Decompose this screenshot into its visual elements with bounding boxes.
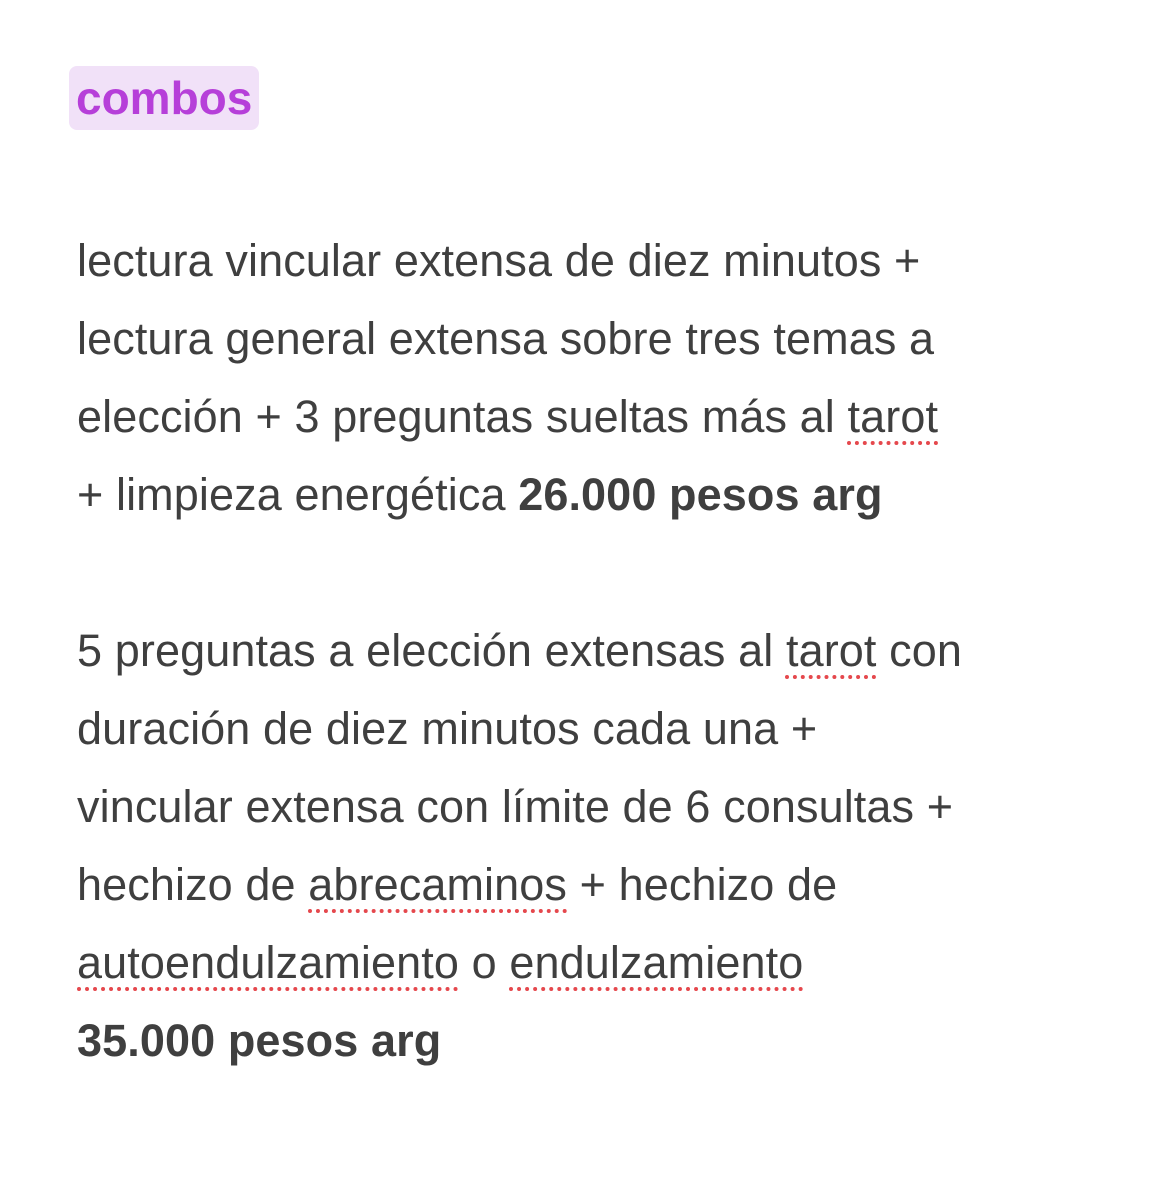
text-line xyxy=(77,378,1137,456)
text-segment: + hechizo de xyxy=(567,859,838,910)
text-line xyxy=(77,846,1137,924)
text-segment: + limpieza energética xyxy=(77,469,519,520)
combo-2-paragraph[interactable] xyxy=(77,612,1137,1080)
text-segment: elección + 3 preguntas sueltas más al xyxy=(77,391,848,442)
text-line xyxy=(77,612,1137,690)
text-line xyxy=(77,456,1137,534)
misspelled-word[interactable]: autoendulzamiento xyxy=(77,937,459,988)
misspelled-word[interactable]: endulzamiento xyxy=(509,937,804,988)
misspelled-word[interactable]: tarot xyxy=(785,625,877,676)
text-segment: 5 preguntas a elección extensas al xyxy=(77,625,786,676)
text-segment: con xyxy=(876,625,962,676)
text-line: lectura general extensa sobre tres temas a xyxy=(77,313,935,364)
combos-tag[interactable]: combos xyxy=(69,66,259,130)
combo-1-price: 26.000 pesos arg xyxy=(518,469,883,520)
text-line: lectura vincular extensa de diez minutos + xyxy=(77,235,921,286)
note-body[interactable] xyxy=(77,66,1137,1080)
text-line xyxy=(77,924,1137,1002)
misspelled-word[interactable]: abrecaminos xyxy=(308,859,567,910)
text-line: vincular extensa con límite de 6 consultas + xyxy=(77,781,954,832)
combo-1-paragraph[interactable] xyxy=(77,222,1137,534)
misspelled-word[interactable]: tarot xyxy=(847,391,939,442)
text-line: duración de diez minutos cada una + xyxy=(77,703,818,754)
text-segment: hechizo de xyxy=(77,859,309,910)
text-segment: o xyxy=(458,937,510,988)
combo-2-price: 35.000 pesos arg xyxy=(77,1015,442,1066)
